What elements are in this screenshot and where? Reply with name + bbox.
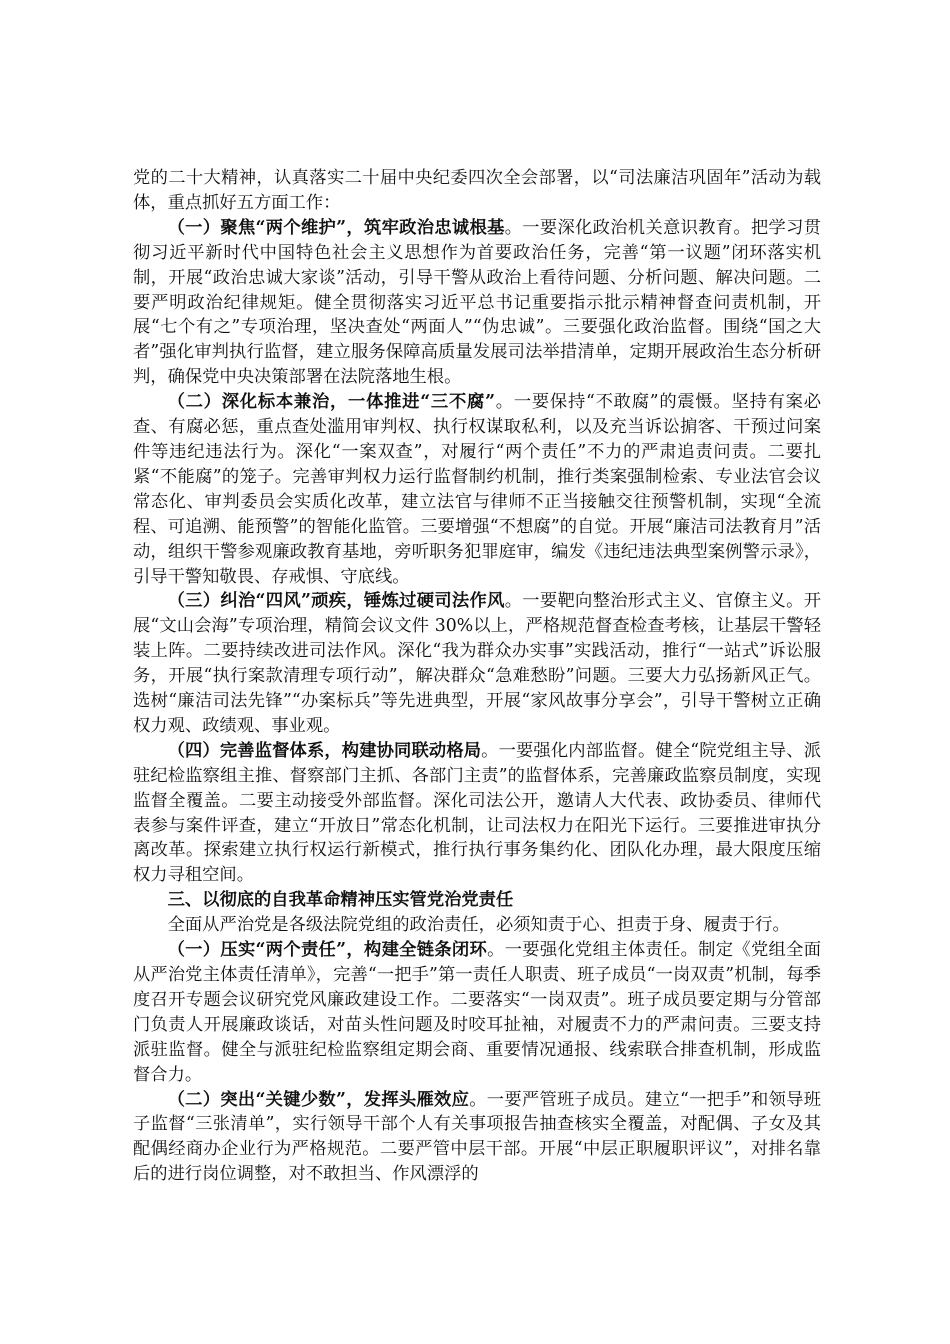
paragraph-body: 。一要严管班子成员。建立“一把手”和领导班子监督“三张清单”，实行领导干部个人有关事项报告抽查核实全覆盖，对配偶、子女及其配偶经商办企业行为严格规范。二要严管中层干部。开展“中层正职履职评议”，对排名靠后的进行岗位调整，对不敢担当、作风漂浮的 [133,1089,821,1185]
paragraph-key-minority [133,1088,821,1188]
paragraph-supervision-system [133,739,821,888]
paragraph-title: （四）完善监督体系，构建协同联动格局 [167,740,482,761]
section-lead-paragraph: 全面从严治党是各级法院党组的政治责任，必须知责于心、担责于身、履责于行。 [167,915,790,936]
section-heading: 三、以彻底的自我革命精神压实管党治党责任 [167,890,514,911]
paragraph-title: （二）深化标本兼治，一体推进“三不腐” [167,392,496,413]
paragraph-title: （三）纠治“四风”顽疾，锤炼过硬司法作风 [167,591,505,612]
paragraph-three-no-corruption [133,390,821,589]
paragraph-two-responsibilities [133,938,821,1087]
paragraph-title: （二）突出“关键少数”，发挥头雁效应 [167,1089,470,1110]
paragraph-title: （一）聚焦“两个维护”，筑牢政治忠诚根基 [167,217,505,238]
paragraph-title: （一）压实“两个责任”，构建全链条闭环 [167,940,488,961]
paragraph-political-loyalty [133,216,821,390]
paragraph-four-styles [133,589,821,738]
paragraph-body: 。一要保持“不敢腐”的震慑。坚持有案必查、有腐必惩，重点查处滥用审判权、执行权谋取私利，以及充当诉讼掮客、干预过问案件等违纪违法行为。深化“一案双查”，对履行“两个责任”不力的严肃追责问责。二要扎紧“不能腐”的笼子。完善审判权力运行监督制约机制，推行类案强制检索、专业法官会议常态化、审判委员会实质化改革，建立法官与律师不正当接触交往预警机制，实现“全流程、可追溯、能预警”的智能化监管。三要增强“不想腐”的自觉。开展“廉洁司法教育月”活动，组织干警参观廉政教育基地，旁听职务犯罪庭审，编发《违纪违法典型案例警示录》，引导干警知敬畏、存戒惧、守底线。 [133,392,821,587]
paragraph-body: 。一要强化党组主体责任。制定《党组全面从严治党主体责任清单》，完善“一把手”第一责任人职责、班子成员“一岗双责”机制，每季度召开专题会议研究党风廉政建设工作。二要落实“一岗双责”。班子成员要定期与分管部门负责人开展廉政谈话，对苗头性问题及时咬耳扯袖，对履责不力的严肃问责。三要支持派驻监督。健全与派驻纪检监察组定期会商、重要情况通报、线索联合排查机制，形成监督合力。 [133,940,821,1085]
document-page [133,166,821,1187]
paragraph-body: 。一要靶向整治形式主义、官僚主义。开展“文山会海”专项治理，精简会议文件 30%以上，严格规范督查检查考核，让基层干警轻装上阵。二要持续改进司法作风。深化“我为群众办实事”实践活动，推行“一站式”诉讼服务，开展“执行案款清理专项行动”，解决群众“急难愁盼”问题。三要大力弘扬新风正气。选树“廉洁司法先锋”“办案标兵”等先进典型，开展“家风故事分享会”，引导干警树立正确权力观、政绩观、事业观。 [133,591,821,736]
paragraph-body: 。一要深化政治机关意识教育。把学习贯彻习近平新时代中国特色社会主义思想作为首要政治任务，完善“第一议题”闭环落实机制，开展“政治忠诚大家谈”活动，引导干警从政治上看待问题、分析问题、解决问题。二要严明政治纪律规矩。健全贯彻落实习近平总书记重要指示批示精神督查问责机制，开展“七个有之”专项治理，坚决查处“两面人”“伪忠诚”。三要强化政治监督。围绕“国之大者”强化审判执行监督，建立服务保障高质量发展司法举措清单，定期开展政治生态分析研判，确保党中央决策部署在法院落地生根。 [133,217,821,388]
intro-paragraph: 党的二十大精神，认真落实二十届中央纪委四次全会部署，以“司法廉洁巩固年”活动为载体，重点抓好五方面工作： [133,168,821,213]
paragraph-body: 。一要强化内部监督。健全“院党组主导、派驻纪检监察组主推、督察部门主抓、各部门主责”的监督体系，完善廉政监察员制度，实现监督全覆盖。二要主动接受外部监督。深化司法公开，邀请人大代表、政协委员、律师代表参与案件评查，建立“开放日”常态化机制，让司法权力在阳光下运行。三要推进审执分离改革。探索建立执行权运行新模式，推行执行事务集约化、团队化办理，最大限度压缩权力寻租空间。 [133,740,821,886]
